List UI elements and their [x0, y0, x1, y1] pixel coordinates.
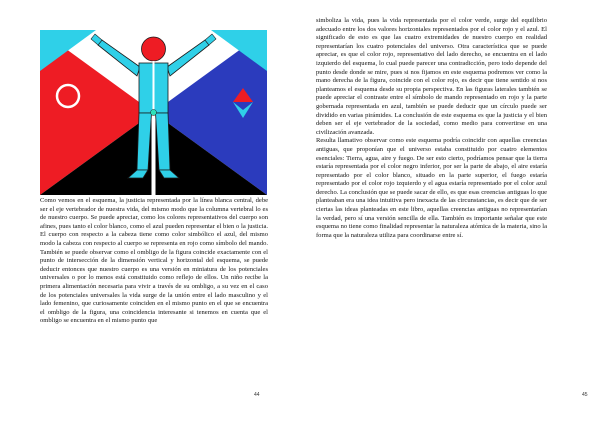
right-paragraph-1: simboliza la vida, pues la vida representada por el color verde, surge del equilibrio adecuado entre los dos valores horizontales representados por el color rojo y el azul. El significado de esto es que las cuatro extremidades de nuestro cuerpo en realidad representarían los cuatro potenciales del universo. Otra característica que se puede apreciar, es que el color rojo, representativo del lado derecho, se encuentra en el lado izquierdo del esquema, lo cual puede parecer una contradicción, pero todo depende del punto desde donde se mire, pues si nos fijamos en este esquema podremos ver como la mano derecha de la figura, coincide con el color rojo, es decir que tiene sentido si nos planteamos el esquema desde su propia perspectiva. En las figuras laterales también se puede apreciar el contraste entre el símbolo de mando representado en rojo y la parte gobernada representada en azul, también se puede deducir que un círculo puede ser dividido en varias pirámides. La conclusión de este esquema es que la justicia y el bien deben ser el eje vertebrador de la sociedad, como medio para convertirse en una civilización avanzada. [316, 17, 547, 136]
right-page-number: 45 [582, 392, 588, 398]
right-page [300, 0, 600, 424]
scheme-illustration [40, 30, 267, 195]
right-paragraph-2: Resulta llamativo observar como este esquema podría coincidir con aquellas creencias antiguas, que proponían que el universo estaba constituido por cuatro elementos esenciales: Tierra, agua, aire y fuego. De ser esto cierto, podríamos pensar que la tierra estaría representada por el color negro inferior, por ser la parte de abajo, el aire estaría representado por el color blanco, situado en la parte superior, el fuego estaría representado por el color rojo izquierdo y el agua estaría representado por el color azul derecho. La conclusión que se puede sacar de ello, es que esas creencias antiguas lo que planteaban era una idea intuitiva pero inexacta de las circunstancias, es decir que de ser ciertas las ideas planteadas en este libro, aquellas creencias antiguas no representarían la verdad, pero sí una versión sencilla de ella. También es importante señalar que este esquema no tiene como finalidad representar la naturaleza atómica de la materia, sino la forma que la naturaleza utiliza para coordinarse entre sí. [316, 137, 547, 239]
figure-navel [151, 110, 157, 116]
figure-head [142, 37, 166, 61]
symbolic-scheme-figure [40, 30, 267, 195]
left-paragraph: Como vemos en el esquema, la justicia representada por la línea blanca central, debe ser el eje vertebrador de nuestra vida, del mismo modo que la columna vertebral lo es de nuestro cuerpo. Se puede apreciar, como los colores representativos del cuerpo son afines, pues tanto el color blanco, como el azul pueden representar el bien o la justicia. El cuerpo con respecto a la cabeza tiene como color simbólico el azul, del mismo modo la cabeza con respecto al cuerpo se representa en rojo como símbolo del mando. También se puede observar como el ombligo de la figura coincide exactamente con el punto de intersección de la dimensión vertical y horizontal del esquema, se puede deducir entonces que nuestro cuerpo es una versión en miniatura de los potenciales universales o por lo menos está constituido como reflejo de ellos. Un niño recibe la primera alimentación necesaria para vivir a través de su ombligo, a su vez en el caso de los potenciales universales la vida surge de la unión entre el lado masculino y el lado femenino, que curiosamente coinciden en el mismo punto en el que se encuentra el ombligo de la figura, una coincidencia interesante si tenemos en cuenta que el ombligo se encuentra en el mismo punto que [40, 197, 268, 325]
left-page-number: 44 [254, 392, 260, 398]
left-page-body-text [40, 197, 268, 326]
right-page-body-text [316, 17, 547, 240]
